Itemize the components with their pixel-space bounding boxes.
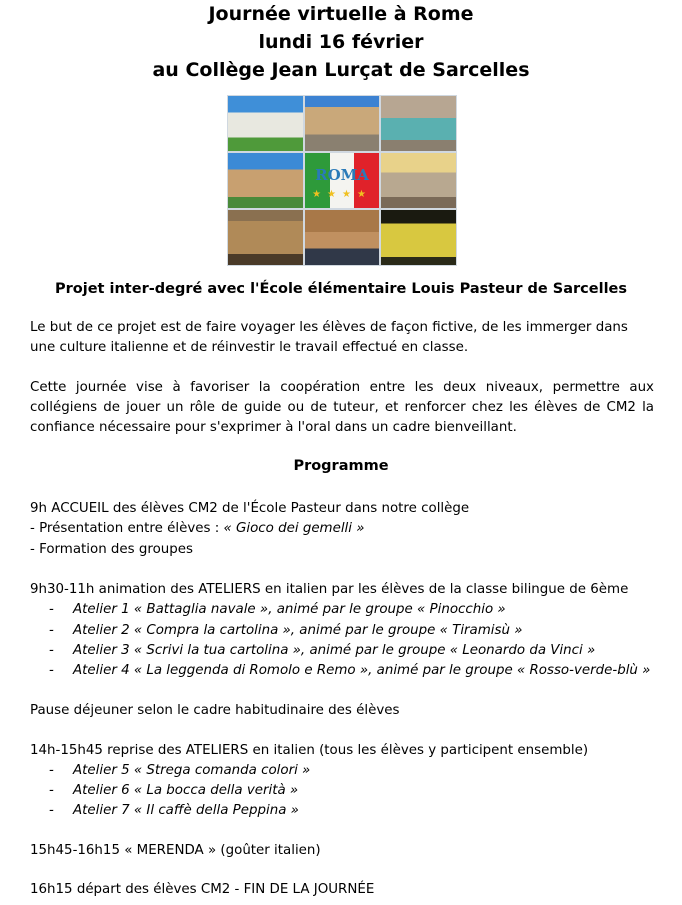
st-peters-square-photo xyxy=(304,209,380,266)
project-subtitle: Projet inter-degré avec l'École élémentaire Louis Pasteur de Sarcelles xyxy=(54,281,628,297)
accueil-item-2: - Formation des groupes xyxy=(30,542,194,557)
bullet-dash: - xyxy=(49,803,54,818)
star-icons: ★★★★ xyxy=(312,189,372,200)
atelier-item xyxy=(49,781,298,801)
atelier-2: Atelier 2 « Compra la cartolina », animé par le groupe « Tiramisù » xyxy=(73,623,523,638)
rome-collage-image xyxy=(227,95,457,266)
atelier-item xyxy=(49,621,523,641)
title-line-2: lundi 16 février xyxy=(258,31,424,53)
st-peters-basilica-photo xyxy=(380,152,457,209)
bullet-dash: - xyxy=(49,663,54,678)
project-paragraph-1: Le but de ce projet est de faire voyager les élèves de façon fictive, de les immerger dans une culture italienne et de réinvestir le travail effectué en classe. xyxy=(30,320,628,355)
bullet-dash: - xyxy=(49,783,54,798)
afternoon-line: 14h-15h45 reprise des ATELIERS en italien (tous les élèves y participent ensemble) xyxy=(30,743,589,758)
accueil-item-1-prefix: - Présentation entre élèves : xyxy=(30,521,224,536)
vittoriano-photo xyxy=(227,95,304,152)
arch-photo xyxy=(227,209,304,266)
atelier-item xyxy=(49,801,299,821)
accueil-line: 9h ACCUEIL des élèves CM2 de l'École Pasteur dans notre collège xyxy=(30,501,470,516)
title-line-3: au Collège Jean Lurçat de Sarcelles xyxy=(152,59,530,81)
italian-flag-roma xyxy=(304,152,380,209)
pantheon-photo xyxy=(380,209,457,266)
bullet-dash: - xyxy=(49,623,54,638)
accueil-item-1 xyxy=(30,519,365,539)
pause-line: Pause déjeuner selon le cadre habitudinaire des élèves xyxy=(30,703,400,718)
morning-line: 9h30-11h animation des ATELIERS en italien par les élèves de la classe bilingue de 6ème xyxy=(30,582,629,597)
atelier-5: Atelier 5 « Strega comanda colori » xyxy=(73,763,311,778)
atelier-3: Atelier 3 « Scrivi la tua cartolina », animé par le groupe « Leonardo da Vinci » xyxy=(73,643,596,658)
castel-sant-angelo-photo xyxy=(304,95,380,152)
merenda-line: 15h45-16h15 « MERENDA » (goûter italien) xyxy=(30,843,321,858)
bullet-dash: - xyxy=(49,763,54,778)
atelier-item xyxy=(49,600,506,620)
atelier-item xyxy=(49,641,595,661)
atelier-1: Atelier 1 « Battaglia navale », animé par le groupe « Pinocchio » xyxy=(73,602,506,617)
colosseum-photo xyxy=(227,152,304,209)
roma-label: ROMA xyxy=(315,166,369,184)
bullet-dash: - xyxy=(49,602,54,617)
project-paragraph-2: Cette journée vise à favoriser la coopération entre les deux niveaux, permettre aux collégiens de jouer un rôle de guide ou de tuteur, et renforcer chez les élèves de CM2 la confiance nécessaire pour s'exprimer à l'oral dans un cadre bienveillant. xyxy=(30,380,654,435)
trevi-fountain-photo xyxy=(380,95,457,152)
programme-heading: Programme xyxy=(293,458,389,474)
atelier-item xyxy=(49,661,650,681)
bullet-dash: - xyxy=(49,643,54,658)
atelier-item xyxy=(49,761,310,781)
atelier-6: Atelier 6 « La bocca della verità » xyxy=(73,783,299,798)
depart-line: 16h15 départ des élèves CM2 - FIN DE LA JOURNÉE xyxy=(30,882,375,897)
title-line-1: Journée virtuelle à Rome xyxy=(208,3,474,25)
accueil-item-1-game: « Gioco dei gemelli » xyxy=(223,521,365,536)
atelier-4: Atelier 4 « La leggenda di Romolo e Remo », animé par le groupe « Rosso-verde-blù » xyxy=(73,663,651,678)
atelier-7: Atelier 7 « Il caffè della Peppina » xyxy=(73,803,299,818)
